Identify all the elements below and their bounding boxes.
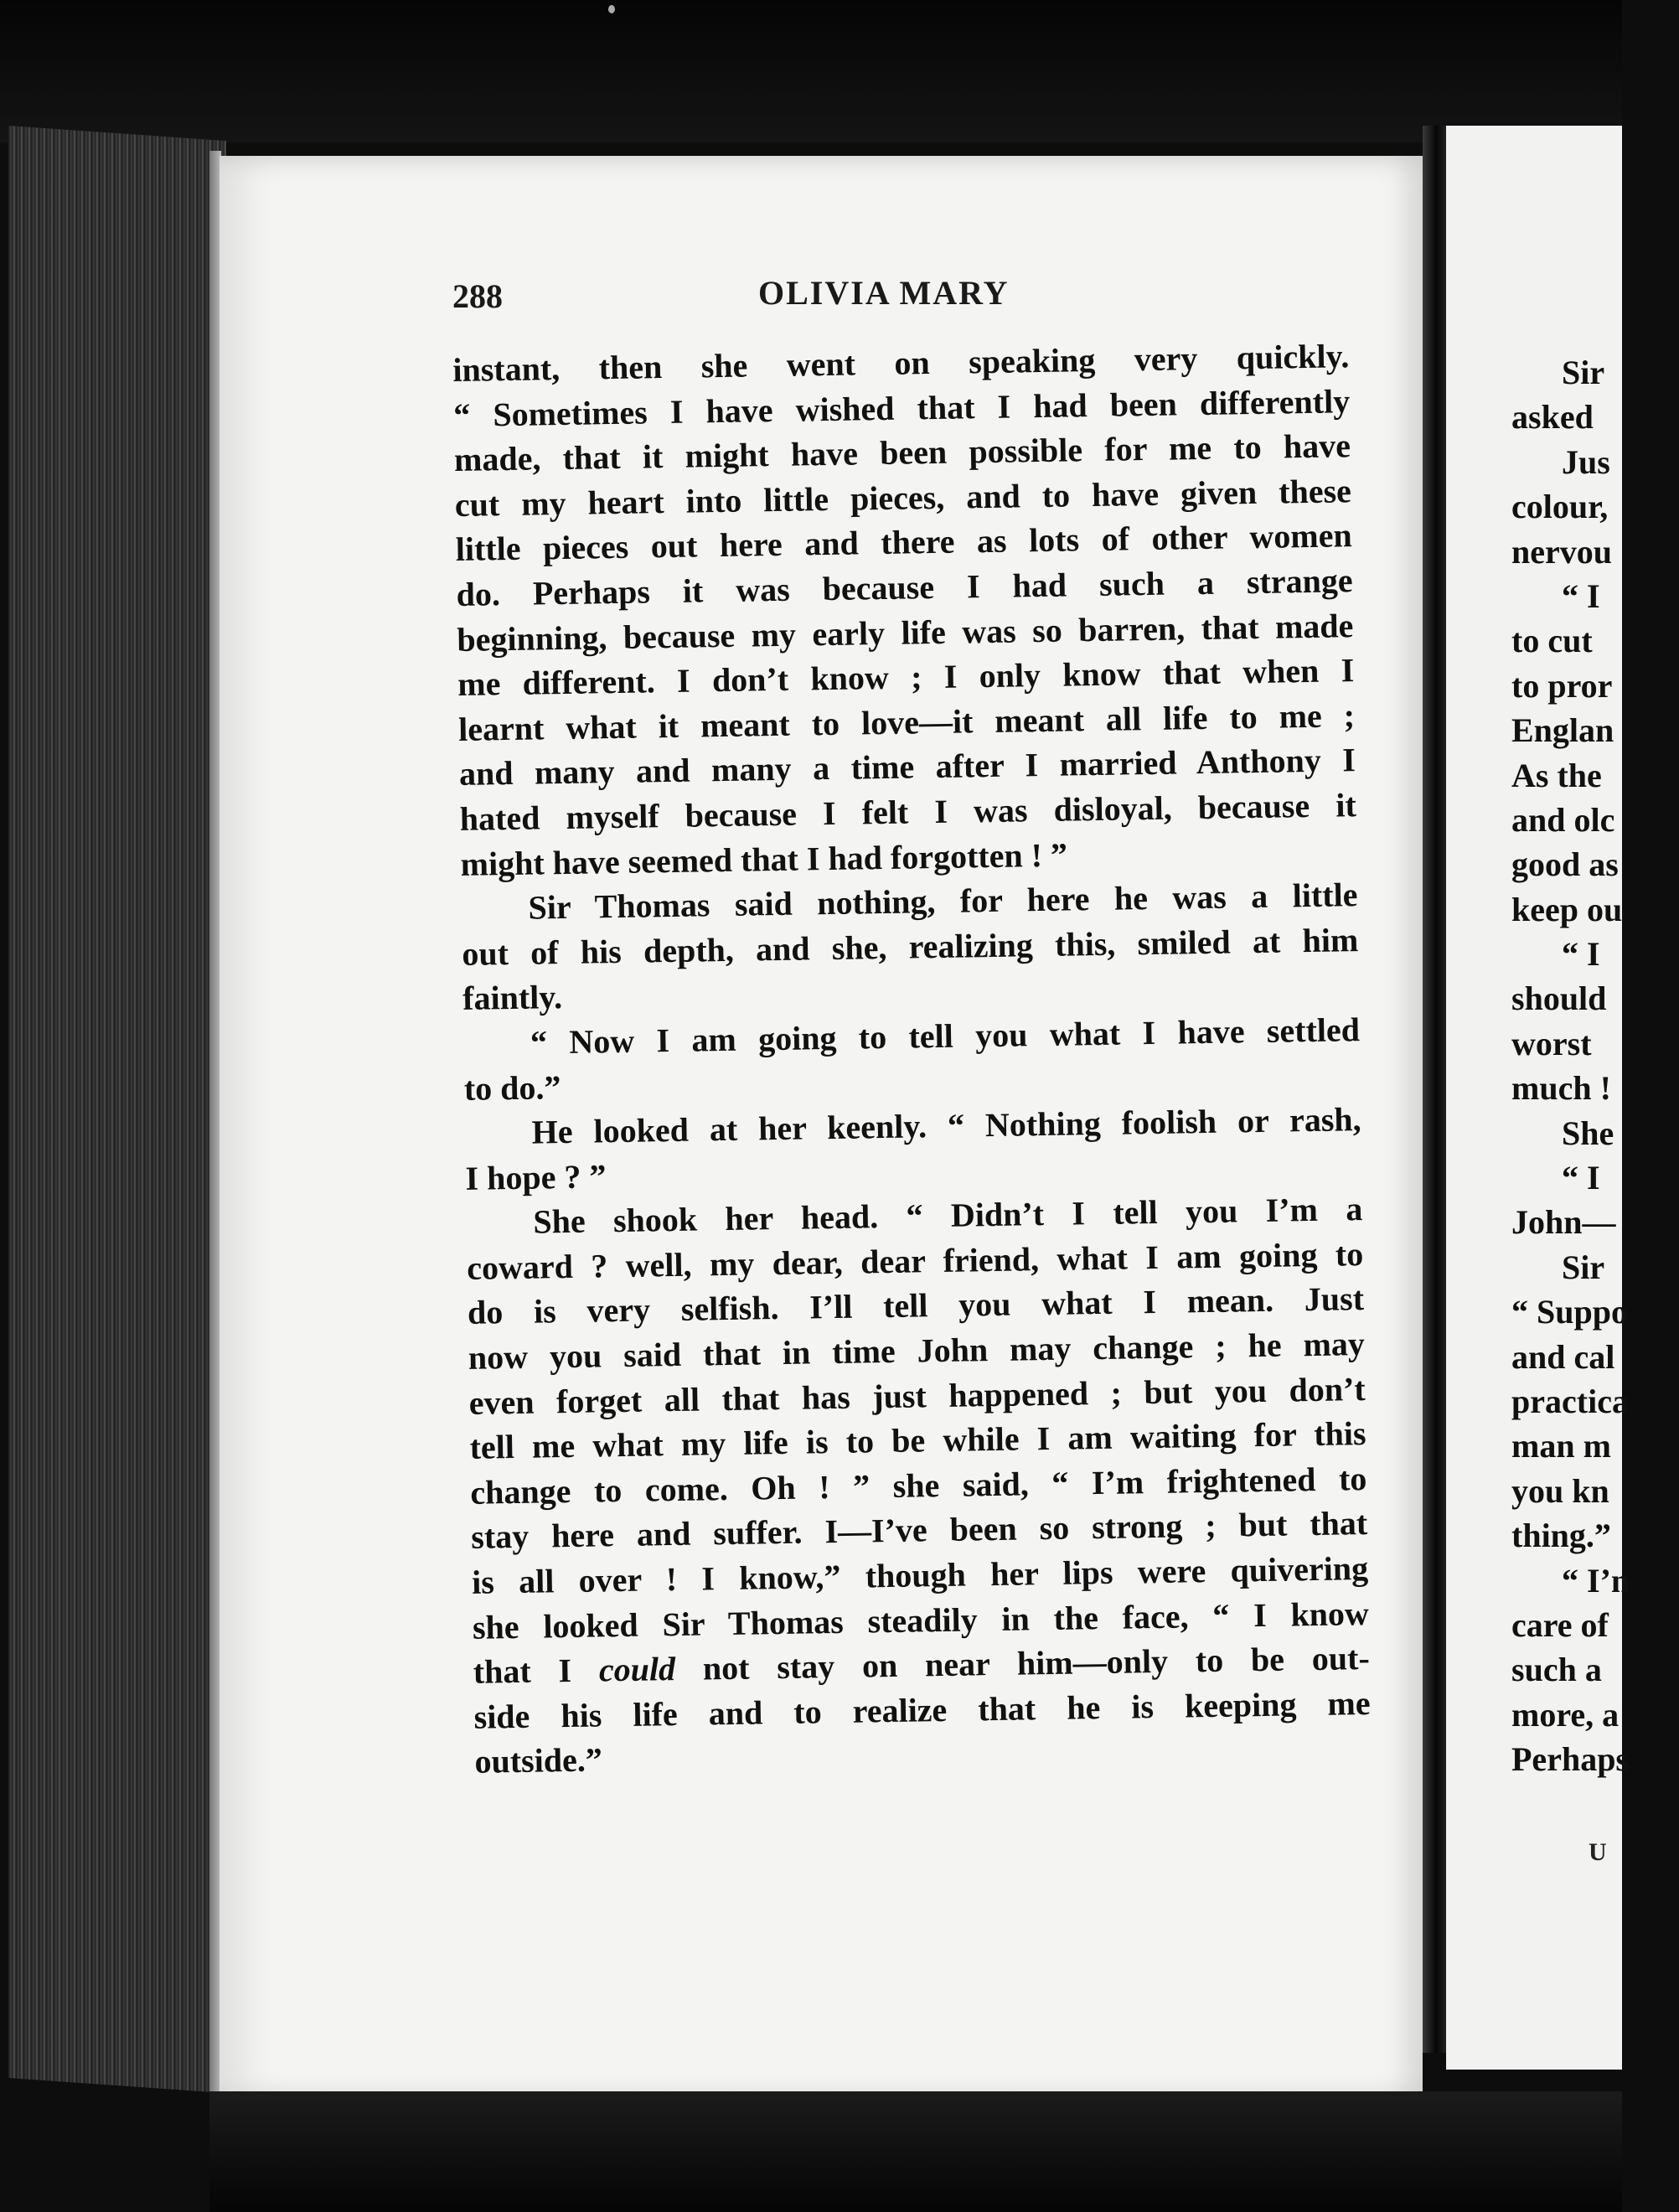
text-line: Sir Thomas said nothing, for here he was a little: [528, 876, 1358, 927]
fragment: keep ou: [1511, 890, 1623, 928]
fragment: care of: [1511, 1605, 1609, 1644]
fragment: you kn: [1511, 1471, 1609, 1510]
text-line: to do.”: [463, 1067, 561, 1108]
text-line: outside.”: [474, 1740, 603, 1781]
fragment: John—: [1511, 1203, 1616, 1242]
page-number: 288: [452, 277, 503, 315]
body-text: [452, 333, 1372, 1785]
fragment: much !: [1511, 1069, 1611, 1108]
text-line: I hope ? ”: [465, 1156, 607, 1197]
text-line: now you said that in time John may change ; he may: [468, 1325, 1366, 1377]
text-line: cut my heart into little pieces, and to have given these: [454, 471, 1352, 524]
text-line: instant, then she went on speaking very quickly.: [452, 337, 1350, 389]
fragment: “ I: [1562, 1159, 1600, 1197]
fragment: Perhaps: [1511, 1740, 1629, 1779]
right-page-text: [1511, 350, 1679, 1782]
fragment: Sir: [1562, 1248, 1605, 1286]
text-line: change to come. Oh ! ” she said, “ I’m frightened to: [470, 1459, 1367, 1512]
running-head: [452, 276, 1374, 327]
text-line: stay here and suffer. I—I’ve been so strong ; but that: [470, 1504, 1368, 1557]
dust-speck: [608, 5, 615, 13]
text-line: beginning, because my early life was so barren, that made: [457, 606, 1354, 659]
fragment: nervou: [1511, 532, 1612, 571]
text-line: out of his depth, and she, realizing this, smiled at him: [462, 920, 1359, 973]
text-line: even forget all that has just happened ; but you don’t: [468, 1369, 1366, 1422]
text-line: tell me what my life is to be while I am waiting for this: [469, 1414, 1366, 1467]
fragment: such a: [1511, 1651, 1602, 1689]
text-line: learnt what it meant to love—it meant all life to me ;: [457, 695, 1356, 748]
text-segment: not stay on near him—only to be out-: [674, 1639, 1371, 1688]
text-segment: that I: [473, 1651, 600, 1692]
text-line: do. Perhaps it was because I had such a strange: [456, 561, 1353, 613]
scan-background-bottom: [209, 2091, 1622, 2212]
italic-word: could: [598, 1650, 676, 1689]
text-line: do is very selfish. I’ll tell you what I mean. Just: [467, 1279, 1365, 1332]
text-line: made, that it might have been possible for me to have: [453, 426, 1351, 479]
fragment: Sir: [1562, 354, 1605, 391]
fragment: thing.”: [1511, 1517, 1611, 1555]
fragment: and cal: [1511, 1337, 1615, 1376]
fragment: worst: [1511, 1024, 1592, 1062]
fragment: man m: [1511, 1427, 1611, 1465]
fragment: practica: [1511, 1382, 1629, 1420]
scan-background-top: [0, 0, 1622, 142]
text-line: She shook her head. “ Didn’t I tell you I’m a: [533, 1190, 1363, 1241]
text-line: me different. I don’t know ; I only know that when I: [457, 651, 1355, 704]
text-line: “ Sometimes I have wished that I had been differently: [452, 381, 1351, 434]
fragment: “ I’n: [1562, 1561, 1630, 1600]
fragment: Englan: [1511, 711, 1614, 750]
fragment: asked: [1511, 398, 1594, 437]
fragment: Jus: [1562, 442, 1610, 481]
text-line: is all over ! I know,” though her lips were quivering: [471, 1549, 1369, 1601]
fragment: to cut: [1511, 622, 1593, 660]
fragment: good as: [1511, 845, 1619, 884]
fragment: “ I: [1562, 576, 1600, 615]
fragment: should: [1511, 979, 1607, 1018]
text-line: she looked Sir Thomas steadily in the face, “ I know: [472, 1594, 1370, 1646]
fragment: colour,: [1511, 488, 1609, 526]
fragment: As the: [1511, 756, 1602, 794]
fragment: more, a: [1511, 1695, 1620, 1734]
signature-mark: U: [1589, 1838, 1607, 1866]
book-page-edges: [8, 126, 226, 2093]
fragment: “ Suppo: [1511, 1293, 1628, 1331]
text-line: and many and many a time after I married Anthony I: [458, 741, 1356, 793]
text-line: faintly.: [462, 978, 563, 1018]
text-line: He looked at her keenly. “ Nothing foolish or rash,: [531, 1100, 1361, 1151]
book-title: OLIVIA MARY: [758, 274, 1010, 312]
fragment: “ I: [1562, 935, 1600, 974]
fragment: and olc: [1511, 800, 1615, 839]
text-line: little pieces out here and there as lots of other women: [455, 516, 1353, 569]
fragment: She: [1562, 1114, 1614, 1152]
text-line: coward ? well, my dear, dear friend, what I am going to: [466, 1234, 1364, 1287]
fragment: to pror: [1511, 666, 1613, 705]
text-line: “ Now I am going to tell you what I have settled: [530, 1010, 1361, 1062]
text-line: might have seemed that I had forgotten ! ”: [460, 835, 1068, 883]
text-line: hated myself because I felt I was disloyal, because it: [459, 786, 1357, 838]
text-line: side his life and to realize that he is keeping me: [473, 1683, 1371, 1736]
